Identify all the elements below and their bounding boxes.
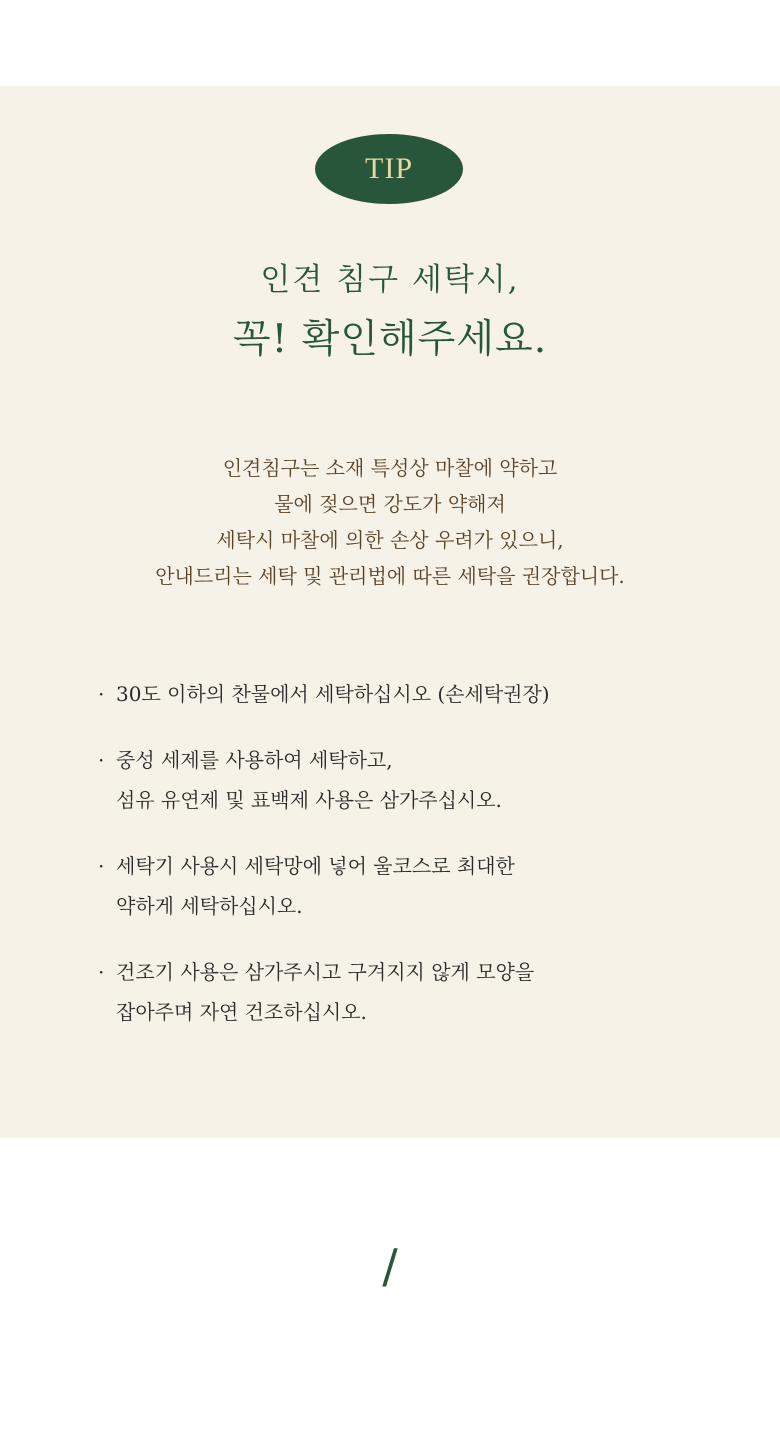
section-divider-slash: / bbox=[382, 1239, 398, 1293]
care-tip-item bbox=[98, 846, 738, 926]
bullet-dot: · bbox=[98, 960, 105, 984]
care-tip-text: 중성 세제를 사용하여 세탁하고, bbox=[116, 748, 393, 772]
headline-line-2: 꼭! 확인해주세요. bbox=[232, 317, 548, 362]
intro-line: 물에 젖으면 강도가 약해져 bbox=[274, 492, 506, 516]
bullet-dot: · bbox=[98, 682, 105, 706]
care-tip-text: 30도 이하의 찬물에서 세탁하십시오 (손세탁권장) bbox=[116, 682, 550, 706]
intro-line: 안내드리는 세탁 및 관리법에 따른 세탁을 권장합니다. bbox=[155, 564, 625, 588]
care-tip-item bbox=[98, 740, 738, 820]
tip-badge bbox=[315, 134, 463, 204]
care-tip-item bbox=[98, 952, 738, 1032]
tip-badge-label: TIP bbox=[365, 152, 413, 185]
care-tip-text: 약하게 세탁하십시오. bbox=[116, 894, 303, 918]
care-tip-panel bbox=[0, 86, 780, 1138]
bullet-dot: · bbox=[98, 748, 105, 772]
care-tips-list bbox=[98, 674, 738, 1058]
care-tip-text: 섬유 유연제 및 표백제 사용은 삼가주십시오. bbox=[116, 788, 502, 812]
intro-line: 인견침구는 소재 특성상 마찰에 약하고 bbox=[222, 456, 558, 480]
intro-paragraph bbox=[0, 450, 780, 594]
intro-line: 세탁시 마찰에 의한 손상 우려가 있으니, bbox=[216, 528, 564, 552]
headline-line-1: 인견 침구 세탁시, bbox=[260, 262, 520, 298]
bullet-dot: · bbox=[98, 854, 105, 878]
care-tip-item bbox=[98, 674, 738, 714]
care-tip-text: 건조기 사용은 삼가주시고 구겨지지 않게 모양을 bbox=[116, 960, 535, 984]
care-tip-text: 잡아주며 자연 건조하십시오. bbox=[116, 1000, 367, 1024]
care-tip-text: 세탁기 사용시 세탁망에 넣어 울코스로 최대한 bbox=[116, 854, 515, 878]
